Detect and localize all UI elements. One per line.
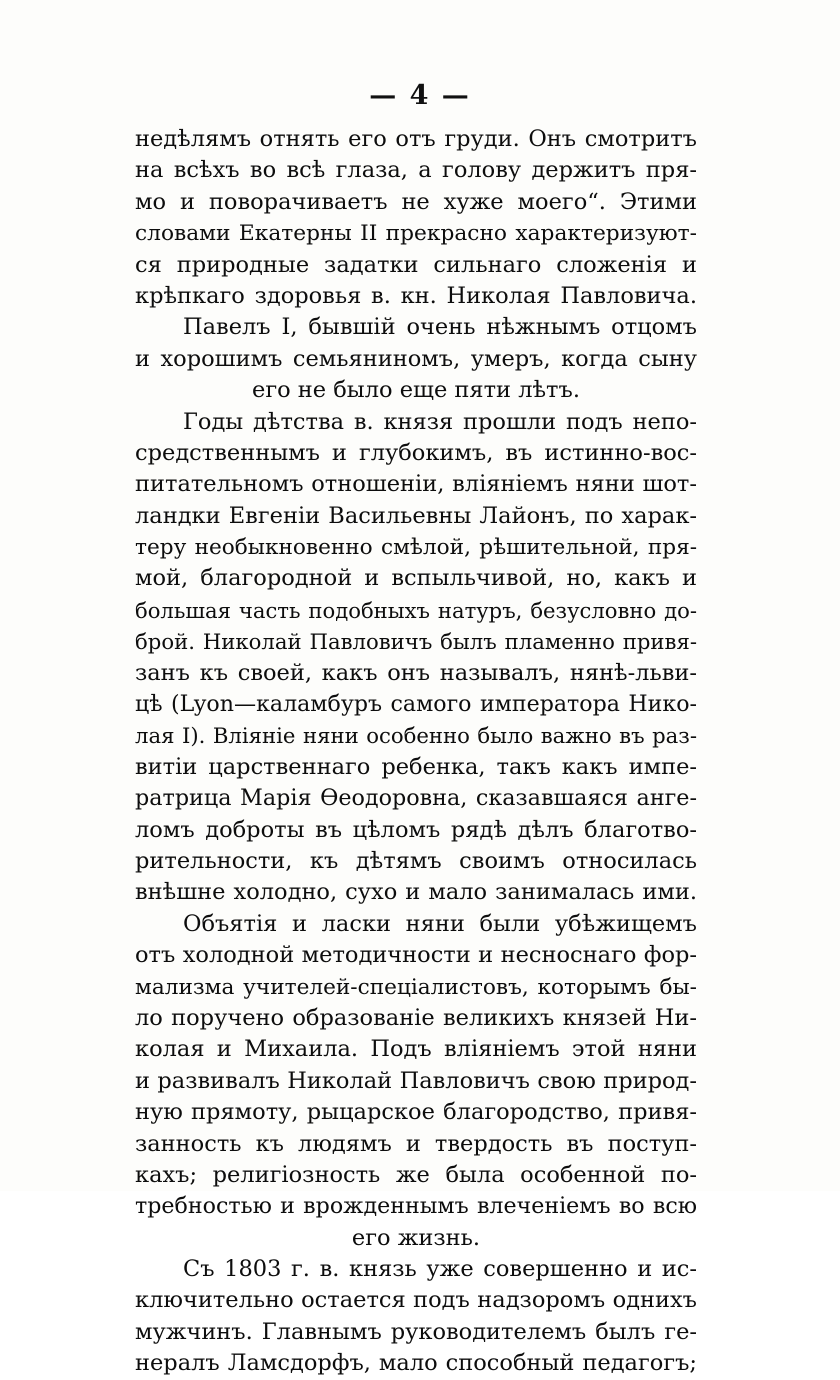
- text-line: мой, благородной и вспыльчивой, но, какъ и: [135, 565, 697, 592]
- text-line: мужчинъ. Главнымъ руководителемъ былъ ге-: [135, 1318, 697, 1345]
- text-line: занность къ людямъ и твердость въ поступ-: [135, 1130, 697, 1157]
- text-line: на всѣхъ во всѣ глаза, а голову держитъ пря-: [135, 157, 697, 184]
- text-line: цѣ (Lyon—каламбуръ самого императора Нико-: [135, 691, 697, 718]
- text-line: его не было еще пяти лѣтъ.: [252, 377, 580, 404]
- text-line: ключительно остается подъ надзоромъ однихъ: [135, 1287, 697, 1314]
- text-line: большая часть подобныхъ натуръ, безусловно до-: [135, 597, 697, 623]
- text-line: словами Екатерны II прекрасно характеризуют-: [135, 221, 697, 247]
- text-line: и развивалъ Николай Павловичъ свою природ-: [135, 1067, 697, 1094]
- text-line: и хорошимъ семьяниномъ, умеръ, когда сыну: [135, 345, 697, 372]
- text-line: Павелъ I, бывшій очень нѣжнымъ отцомъ: [183, 314, 697, 341]
- text-line: ло поручено образованіе великихъ князей Ни-: [135, 1004, 697, 1031]
- text-line: ратрица Марія Ѳеодоровна, сказавшаяся анге-: [135, 785, 697, 812]
- text-line: ландки Евгеніи Васильевны Лайонъ, по харак-: [135, 502, 697, 529]
- text-line: Годы дѣтства в. князя прошли подъ непо-: [183, 408, 697, 435]
- text-line: его жизнь.: [351, 1224, 481, 1251]
- text-line: лая I). Вліяніе няни особенно было важно въ раз-: [135, 723, 697, 749]
- text-line: ся природные задатки сильнаго сложенія и: [135, 251, 697, 278]
- text-line: ломъ доброты въ цѣломъ рядѣ дѣлъ благотво-: [135, 816, 697, 843]
- text-line: отъ холодной методичности и несноснаго фор-: [135, 942, 697, 969]
- text-line: крѣпкаго здоровья в. кн. Николая Павловича.: [135, 282, 697, 309]
- text-line: брой. Николай Павловичъ былъ пламенно привя-: [135, 629, 697, 655]
- text-line: питательномъ отношеніи, вліяніемъ няни шот-: [135, 471, 697, 498]
- text-line: ную прямоту, рыцарское благородство, привя-: [135, 1099, 697, 1126]
- text-line: средственнымъ и глубокимъ, въ истинно-вос-: [135, 439, 697, 466]
- page-number: — 4 —: [369, 80, 471, 111]
- text-line: требностью и врожденнымъ влеченіемъ во всю: [135, 1193, 697, 1220]
- text-line: внѣшне холодно, сухо и мало занималась ими.: [135, 879, 697, 906]
- text-line: недѣлямъ отнять его отъ груди. Онъ смотритъ: [135, 126, 697, 152]
- text-line: витіи царственнаго ребенка, такъ какъ импе-: [135, 753, 697, 780]
- text-line: мо и поворачиваетъ не хуже моего“. Этими: [135, 188, 697, 215]
- text-line: теру необыкновенно смѣлой, рѣшительной, пря-: [135, 535, 697, 561]
- text-line: Съ 1803 г. в. князь уже совершенно и ис-: [183, 1256, 697, 1283]
- text-line: нералъ Ламсдорфъ, мало способный педагогъ;: [135, 1350, 697, 1377]
- text-line: кахъ; религіозность же была особенной по-: [135, 1161, 697, 1188]
- text-line: Объятія и ласки няни были убѣжищемъ: [183, 910, 697, 937]
- text-line: мализма учителей-спеціалистовъ, которымъ бы-: [135, 974, 697, 1000]
- body-text: [135, 124, 697, 1380]
- text-line: рительности, къ дѣтямъ своимъ относилась: [135, 847, 697, 874]
- text-line: занъ къ своей, какъ онъ называлъ, нянѣ-льви-: [135, 659, 697, 686]
- text-line: колая и Михаила. Подъ вліяніемъ этой няни: [135, 1036, 697, 1063]
